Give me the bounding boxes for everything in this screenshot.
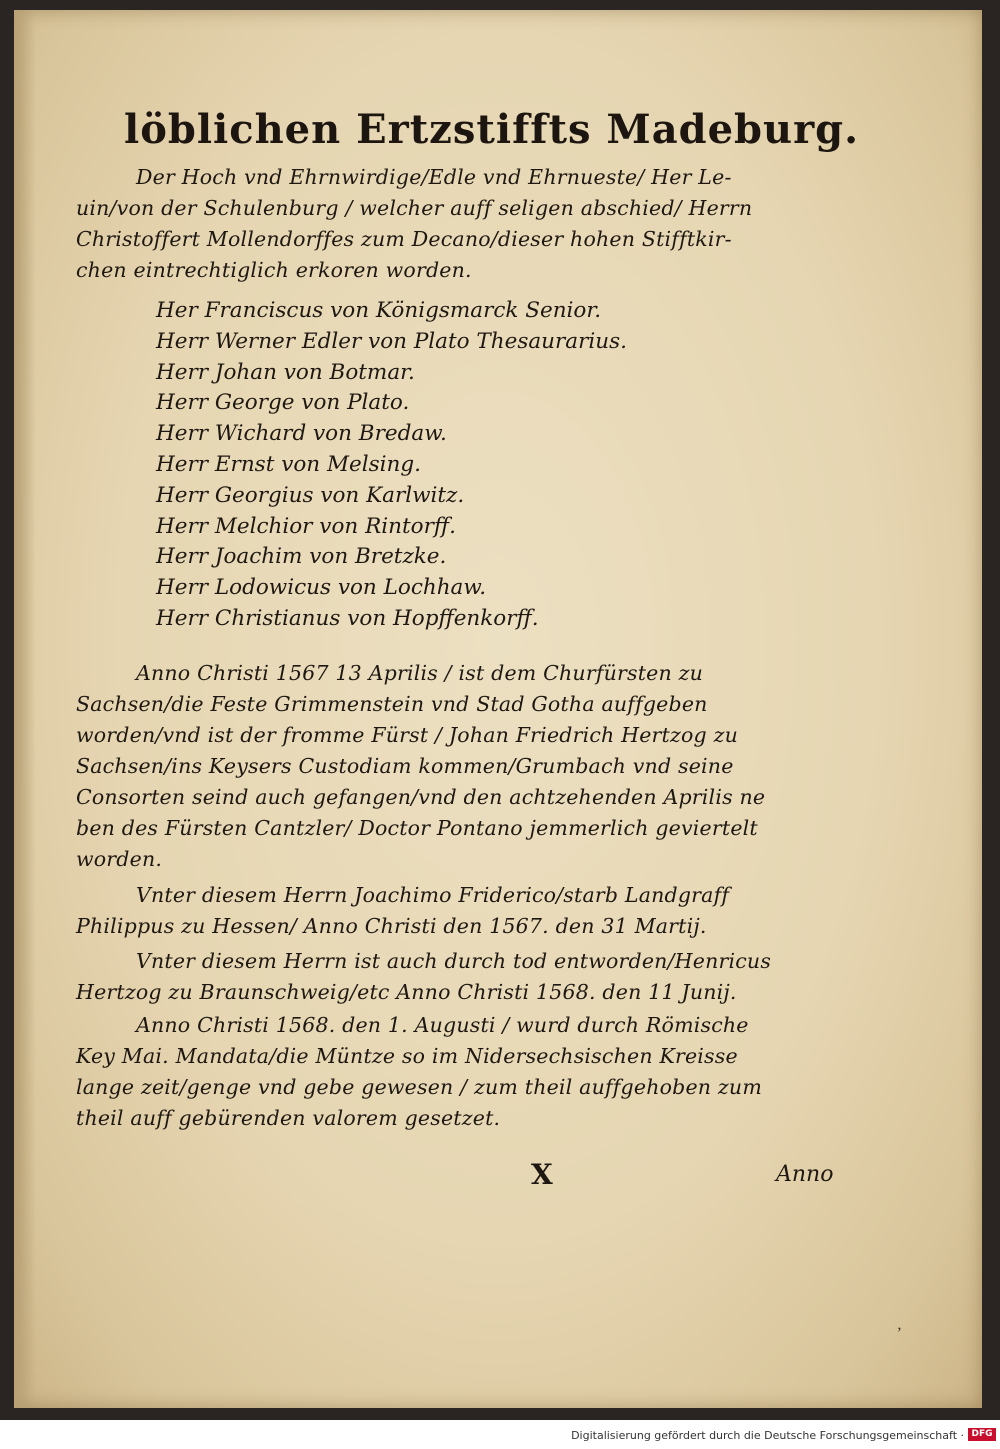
text-line: Vnter diesem Herrn Joachimo Friderico/starb Landgraff	[136, 883, 730, 907]
text-line: Consorten seind auch gefangen/vnd den achtzehenden Aprilis ne	[76, 785, 766, 809]
text-line: Key Mai. Mandata/die Müntze so im Nidersechsischen Kreisse	[76, 1044, 738, 1068]
signature-mark: X	[531, 1158, 553, 1191]
ink-speck: ʼ	[896, 1325, 902, 1342]
text-line: theil auff gebürenden valorem gesetzet.	[76, 1106, 501, 1130]
list-item: Her Franciscus von Königsmarck Senior.	[156, 298, 602, 323]
list-item: Herr Georgius von Karlwitz.	[156, 482, 465, 508]
text-line: Philippus zu Hessen/ Anno Christi den 1567. den 31 Martij.	[76, 914, 707, 938]
paragraph-landgraff	[76, 880, 729, 942]
list-item: Herr Johan von Botmar.	[156, 359, 415, 385]
list-item: Herr Wichard von Bredaw.	[156, 421, 447, 447]
list-item: Herr Lodowicus von Lochhaw.	[156, 575, 487, 601]
text-line: Der Hoch vnd Ehrnwirdige/Edle vnd Ehrnueste/ Her Le-	[136, 165, 732, 189]
page-binding-shadow	[14, 10, 36, 1408]
footer-bar	[0, 1420, 1000, 1449]
list-item: Herr Melchior von Rintorff.	[156, 513, 456, 539]
text-line: uin/von der Schulenburg / welcher auff seligen abschied/ Herrn	[76, 196, 753, 220]
canon-list	[156, 296, 627, 635]
text-line: Anno Christi 1568. den 1. Augusti / wurd durch Römische	[136, 1013, 749, 1037]
page-heading: löblichen Ertzstiffts Madeburg.	[124, 106, 860, 153]
catchword: Anno	[776, 1162, 834, 1187]
paragraph-1567	[76, 658, 765, 875]
paragraph-1568	[76, 1010, 762, 1134]
text-line: Anno Christi 1567 13 Aprilis / ist dem Churfürsten zu	[136, 661, 704, 685]
list-item: Herr Christianus von Hopffenkorff.	[156, 605, 539, 631]
text-line: worden.	[76, 847, 163, 871]
paragraph-henricus	[76, 946, 771, 1008]
text-line: Sachsen/die Feste Grimmenstein vnd Stad Gotha auffgeben	[76, 692, 708, 716]
footer-credit: Digitalisierung gefördert durch die Deutsche Forschungsgemeinschaft ·	[571, 1429, 964, 1442]
list-item: Herr George von Plato.	[156, 390, 410, 416]
list-item: Herr Ernst von Melsing.	[156, 451, 421, 477]
list-item: Herr Joachim von Bretzke.	[156, 544, 447, 570]
text-line: chen eintrechtiglich erkoren worden.	[76, 258, 472, 282]
text-line: Vnter diesem Herrn ist auch durch tod entworden/Henricus	[136, 949, 772, 973]
dfg-logo-icon: DFG	[968, 1428, 996, 1441]
list-item: Herr Werner Edler von Plato Thesaurarius.	[156, 328, 627, 354]
book-page	[14, 10, 982, 1408]
text-line: lange zeit/genge vnd gebe gewesen / zum theil auffgehoben zum	[76, 1075, 762, 1099]
text-line: Hertzog zu Braunschweig/etc Anno Christi 1568. den 11 Junij.	[76, 980, 737, 1004]
text-line: ben des Fürsten Cantzler/ Doctor Pontano jemmerlich geviertelt	[76, 816, 758, 840]
text-line: worden/vnd ist der fromme Fürst / Johan Friedrich Hertzog zu	[76, 723, 738, 747]
intro-paragraph	[76, 162, 752, 286]
text-line: Christoffert Mollendorffes zum Decano/dieser hohen Stifftkir-	[76, 227, 732, 251]
text-line: Sachsen/ins Keysers Custodiam kommen/Grumbach vnd seine	[76, 754, 734, 778]
